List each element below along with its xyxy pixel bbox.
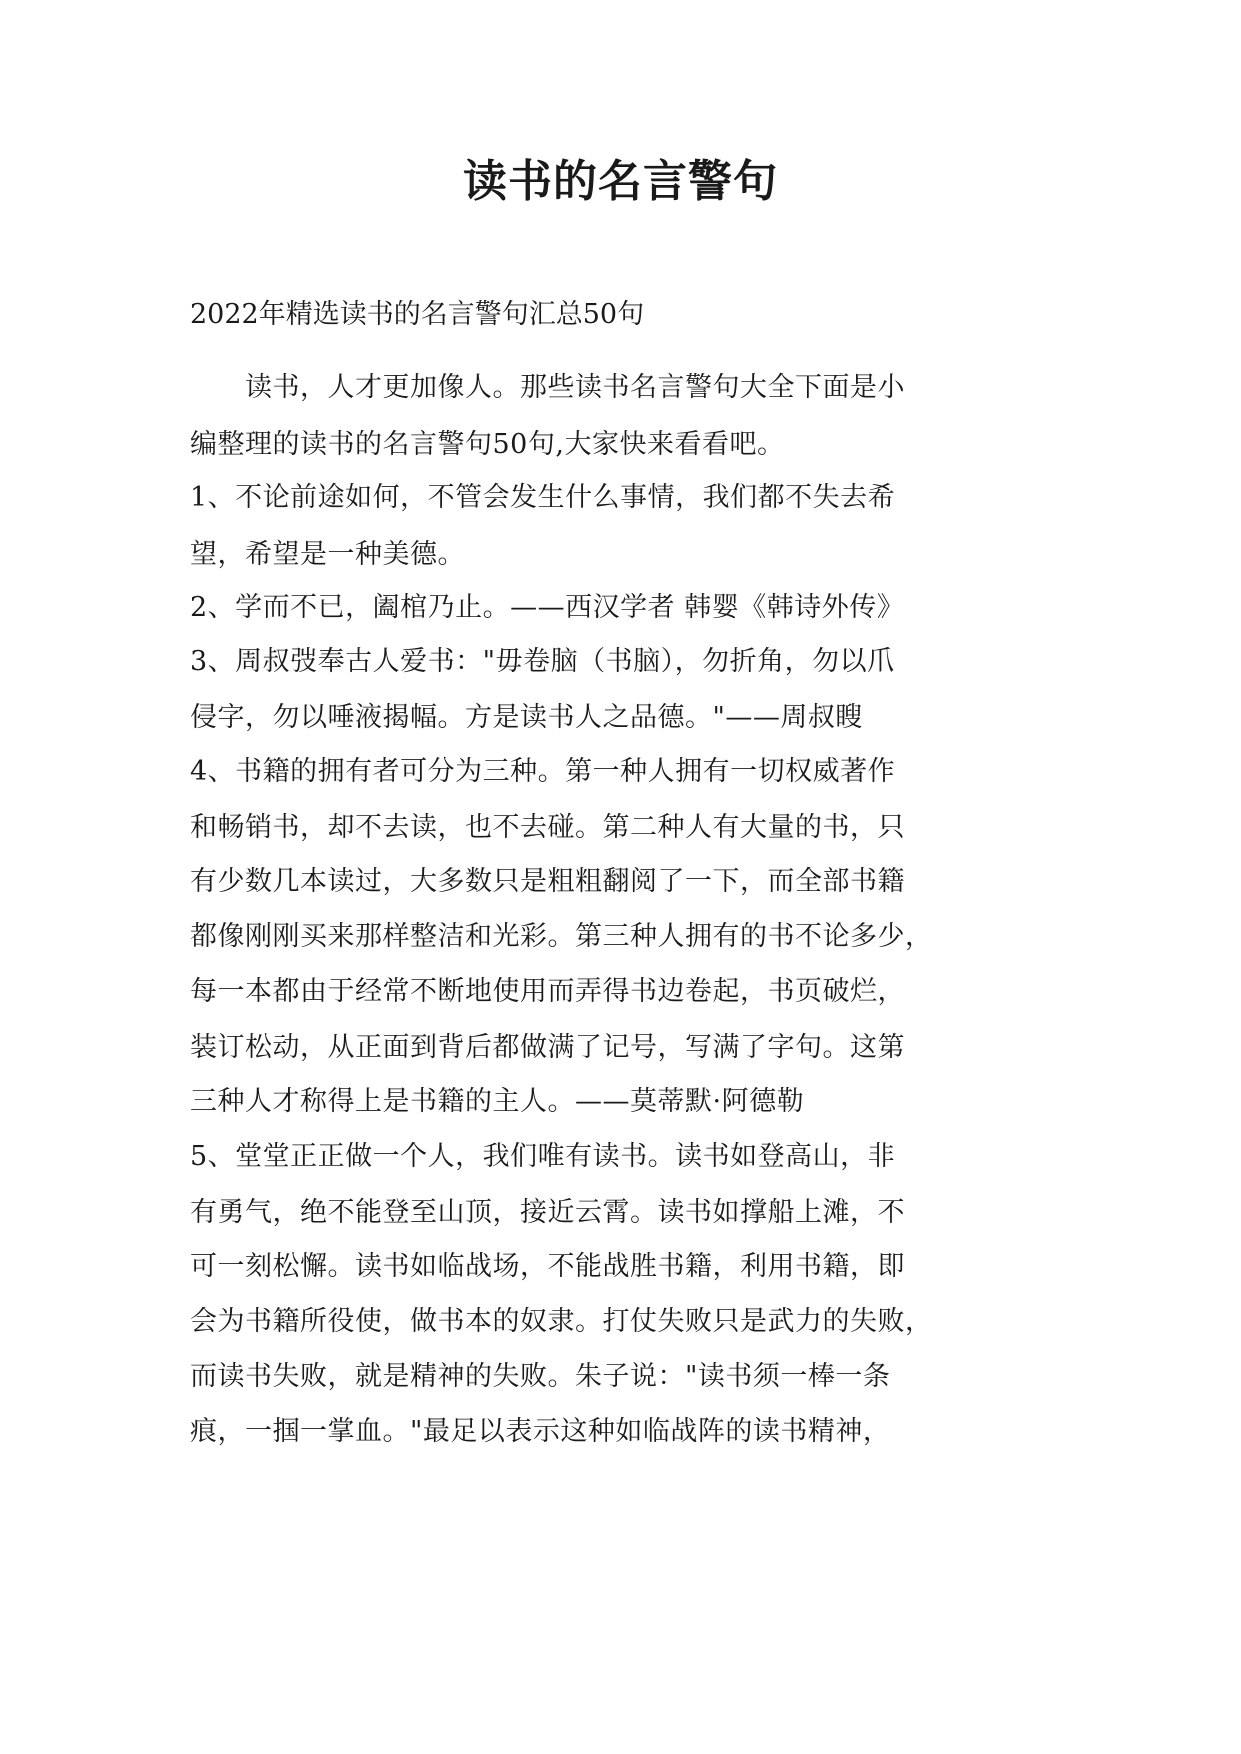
body-line: 装订松动，从正面到背后都做满了记号，写满了字句。这第	[190, 1032, 905, 1063]
body-line: 和畅销书，却不去读，也不去碰。第二种人有大量的书，只	[190, 812, 905, 843]
body-line: 侵字，勿以唾液揭幅。方是读书人之品德。"——周叔瞍	[190, 702, 863, 733]
body-line: 读书，人才更加像人。那些读书名言警句大全下面是小	[190, 372, 905, 403]
body-line: 5、堂堂正正做一个人，我们唯有读书。读书如登高山，非	[190, 1141, 896, 1172]
body-line: 每一本都由于经常不断地使用而弄得书边卷起，书页破烂，	[190, 976, 905, 1007]
body-line: 1、不论前途如何，不管会发生什么事情，我们都不失去希	[190, 482, 896, 513]
body-line: 望，希望是一种美德。	[190, 539, 465, 570]
body-line: 会为书籍所役使，做书本的奴隶。打仗失败只是武力的失败，	[190, 1306, 933, 1337]
body-line: 痕，一掴一掌血。"最足以表示这种如临战阵的读书精神，	[190, 1416, 891, 1447]
body-line: 编整理的读书的名言警句50句,大家快来看看吧。	[190, 429, 785, 460]
body-line: 三种人才称得上是书籍的主人。——莫蒂默·阿德勒	[190, 1086, 805, 1117]
body-line: 而读书失败，就是精神的失败。朱子说："读书须一棒一条	[190, 1361, 891, 1392]
document-subtitle: 2022年精选读书的名言警句汇总50句	[190, 299, 645, 330]
body-line: 有少数几本读过，大多数只是粗粗翻阅了一下，而全部书籍	[190, 866, 905, 897]
body-line: 3、周叔弢奉古人爱书："毋卷脑（书脑），勿折角，勿以爪	[190, 646, 895, 677]
document-title: 读书的名言警句	[463, 156, 778, 207]
body-line: 可一刻松懈。读书如临战场，不能战胜书籍，利用书籍，即	[190, 1251, 905, 1282]
body-line: 有勇气，绝不能登至山顶，接近云霄。读书如撑船上滩，不	[190, 1197, 905, 1228]
body-line: 2、学而不已，阖棺乃止。——西汉学者 韩婴《韩诗外传》	[190, 592, 905, 623]
body-line: 4、书籍的拥有者可分为三种。第一种人拥有一切权威著作	[190, 756, 896, 787]
body-line: 都像刚刚买来那样整洁和光彩。第三种人拥有的书不论多少，	[190, 921, 933, 952]
